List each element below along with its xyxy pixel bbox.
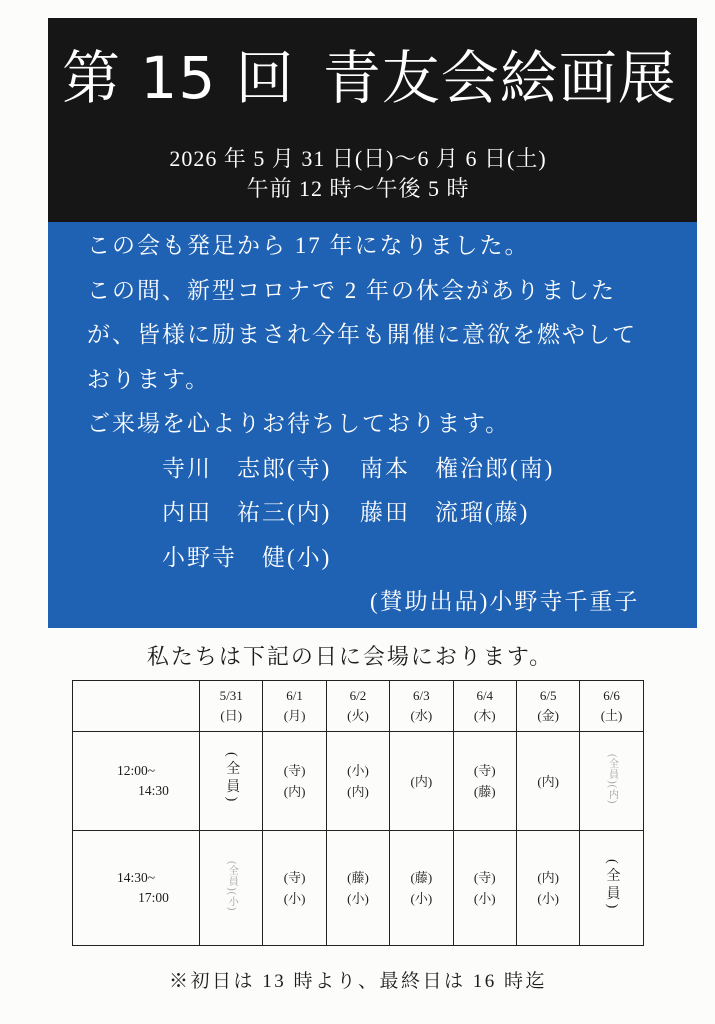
member-mark: (小) — [347, 891, 369, 906]
member-row — [87, 491, 639, 536]
member-mark: (小) — [283, 891, 306, 906]
day-weekday: (水) — [410, 708, 433, 723]
vertical-attendance-note — [224, 752, 238, 805]
member-mark: (藤) — [410, 870, 433, 885]
title-name: 青友会絵画展 — [322, 44, 677, 112]
vertical-attendance-note — [605, 859, 619, 912]
member-name: 内田 祐三(内) — [162, 500, 332, 525]
attendance-entries — [454, 867, 516, 909]
attendance-cell — [263, 831, 326, 946]
slot-start-time: 12:00~ — [116, 763, 156, 778]
member-mark: (寺) — [283, 763, 306, 778]
day-date: 6/1 — [286, 688, 303, 703]
time-slot-row — [73, 732, 644, 831]
header-row — [73, 681, 644, 732]
day-date: 6/2 — [349, 688, 367, 703]
attendance-schedule-table — [72, 680, 644, 946]
member-mark: (全員) — [604, 859, 620, 913]
member-name: 南本 権治郎(南) — [360, 455, 555, 481]
member-mark: (内) — [410, 773, 433, 789]
attendance-cell — [326, 831, 389, 946]
day-header-cell — [580, 681, 643, 732]
attendance-cell — [326, 732, 389, 831]
attendance-cell — [453, 732, 516, 831]
day-header-cell — [200, 681, 263, 732]
table-header — [73, 681, 644, 732]
member-mark: (小) — [347, 763, 369, 778]
day-header-cell — [326, 681, 389, 732]
day-weekday: (土) — [600, 708, 623, 723]
attendance-cell — [390, 732, 453, 831]
day-header-cell — [453, 681, 516, 732]
table-body — [73, 732, 644, 946]
member-mark: (内) — [606, 784, 618, 805]
member-mark: (内) — [347, 784, 369, 799]
attendance-entries — [263, 867, 325, 909]
day-date: 6/5 — [539, 688, 557, 703]
member-mark: (藤) — [473, 784, 496, 799]
exhibition-hours: 午前 12 時～午後 5 時 — [246, 176, 470, 201]
day-date: 6/6 — [603, 688, 620, 703]
attendance-cell — [200, 831, 263, 946]
attendance-cell — [453, 831, 516, 946]
time-slot-row — [73, 831, 644, 946]
member-mark: (藤) — [347, 870, 369, 885]
sponsor-credit: (賛助出品)小野寺千重子 — [370, 589, 640, 614]
corner-cell — [73, 681, 200, 732]
attendance-cell — [516, 732, 579, 831]
day-weekday: (木) — [473, 708, 496, 723]
attendance-entries — [390, 867, 452, 909]
member-mark: (小) — [473, 891, 496, 906]
title-edition: 第 15 回 — [62, 44, 295, 112]
attendance-cell — [263, 732, 326, 831]
exhibition-title — [62, 44, 677, 112]
member-mark: (寺) — [473, 763, 496, 778]
slot-end-time: 17:00 — [138, 890, 169, 905]
member-name: 寺川 志郎(寺) — [162, 455, 332, 481]
member-mark: (寺) — [473, 870, 496, 885]
member-name: 藤田 流瑠(藤) — [360, 500, 530, 525]
day-weekday: (日) — [220, 708, 243, 723]
attendance-entries — [327, 760, 389, 802]
attendance-entries — [517, 771, 579, 792]
vertical-attendance-note — [607, 754, 617, 804]
day-weekday: (火) — [347, 708, 369, 723]
member-row — [87, 536, 639, 581]
member-mark: (寺) — [283, 870, 306, 885]
day-weekday: (月) — [283, 708, 306, 723]
member-mark: (小) — [410, 891, 433, 906]
day-date: 6/3 — [413, 688, 430, 703]
time-slot-cell — [73, 831, 200, 946]
slot-end-time: 14:30 — [138, 783, 169, 798]
day-date: 6/4 — [476, 688, 494, 703]
message-line: この会も発足から 17 年になりました。 — [87, 233, 530, 258]
message-line: おります。 — [87, 366, 211, 392]
member-mark: (小) — [226, 891, 238, 912]
header-band — [48, 18, 697, 222]
member-mark: (内) — [537, 773, 559, 789]
member-mark: (全員) — [226, 860, 238, 892]
attendance-cell — [200, 732, 263, 831]
member-mark: (全員) — [224, 752, 240, 806]
attendance-cell — [390, 831, 453, 946]
attendance-cell — [580, 831, 643, 946]
day-date: 5/31 — [219, 688, 243, 703]
attendance-entries — [390, 771, 452, 792]
member-mark: (小) — [537, 891, 559, 906]
message-line: この間、新型コロナで 2 年の休会がありました — [87, 277, 616, 303]
attendance-cell — [580, 732, 643, 831]
greeting-message — [87, 224, 639, 625]
day-header-cell — [390, 681, 453, 732]
slot-start-time: 14:30~ — [116, 870, 156, 885]
day-header-cell — [516, 681, 579, 732]
day-header-cell — [263, 681, 326, 732]
schedule-intro: 私たちは下記の日に会場におります。 — [146, 644, 554, 669]
attendance-entries — [263, 760, 325, 802]
member-mark: (内) — [283, 784, 306, 799]
attendance-entries — [454, 760, 516, 802]
message-line: が、皆様に励まされ今年も開催に意欲を燃やして — [87, 322, 637, 347]
member-row — [87, 447, 639, 492]
member-mark: (内) — [537, 870, 559, 885]
time-slot-cell — [73, 732, 200, 831]
attendance-entries — [327, 867, 389, 909]
message-band — [48, 222, 697, 628]
member-mark: (全員) — [606, 753, 618, 785]
member-name: 小野寺 健(小) — [162, 544, 332, 570]
attendance-entries — [517, 867, 579, 909]
exhibition-dates: 2026 年 5 月 31 日(日)～6 月 6 日(土) — [169, 146, 547, 171]
footnote: ※初日は 13 時より、最終日は 16 時迄 — [168, 971, 547, 992]
vertical-attendance-note — [226, 861, 236, 911]
message-line: ご来場を心よりお待ちしております。 — [87, 411, 511, 436]
attendance-cell — [516, 831, 579, 946]
day-weekday: (金) — [537, 708, 559, 723]
